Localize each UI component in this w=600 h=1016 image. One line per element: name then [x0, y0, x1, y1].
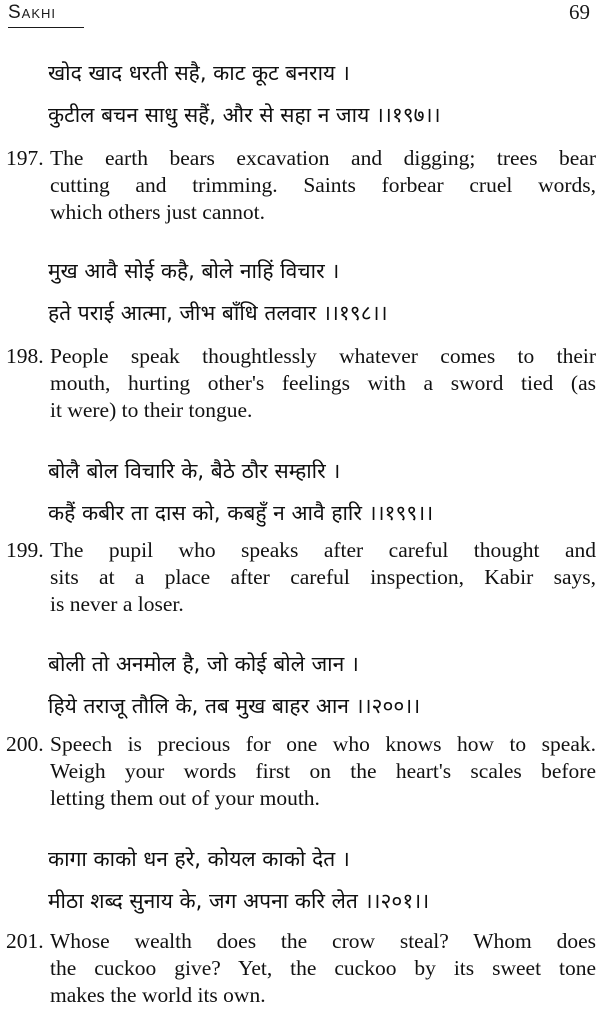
verse-197	[48, 52, 593, 136]
translation-199	[6, 537, 596, 618]
translation-200	[6, 731, 596, 812]
translation-line: Speech is precious for one who knows how to speak.	[50, 732, 596, 756]
translation-text	[50, 731, 596, 812]
translation-line: The earth bears excavation and digging; trees bear	[50, 146, 596, 170]
verse-line: बोली तो अनमोल है, जो कोई बोले जान ।	[48, 652, 359, 676]
verse-201	[48, 838, 593, 922]
translation-line: sits at a place after careful inspection, Kabir says,	[50, 565, 596, 589]
verse-200	[48, 643, 593, 727]
translation-text	[50, 928, 596, 1009]
verse-line: कहैं कबीर ता दास को, कबहुँ न आवै हारि ।।१९९।।	[48, 501, 434, 525]
translation-text	[50, 537, 596, 618]
translation-198	[6, 343, 596, 424]
verse-199	[48, 450, 593, 534]
verse-number: 200.	[6, 732, 44, 756]
verse-line: हिये तराजू तौलि के, तब मुख बाहर आन ।।२००।।	[48, 694, 421, 718]
verse-line: खोद खाद धरती सहै, काट कूट बनराय ।	[48, 61, 350, 85]
verse-line: कागा काको धन हरे, कोयल काको देत ।	[48, 847, 350, 871]
verse-line: मुख आवै सोई कहै, बोले नाहिं विचार ।	[48, 259, 340, 283]
translation-line: Whose wealth does the crow steal? Whom does	[50, 929, 596, 953]
translation-text	[50, 343, 596, 424]
translation-line: the cuckoo give? Yet, the cuckoo by its sweet tone	[50, 956, 596, 980]
verse-number: 199.	[6, 538, 44, 562]
verse-line: बोलै बोल विचारि के, बैठे ठौर सम्हारि ।	[48, 459, 341, 483]
translation-line: Weigh your words first on the heart's scales before	[50, 759, 596, 783]
translation-line: cutting and trimming. Saints forbear cruel words,	[50, 173, 596, 197]
translation-line: mouth, hurting other's feelings with a sword tied (as	[50, 371, 596, 395]
translation-197	[6, 145, 596, 226]
verse-line: मीठा शब्द सुनाय के, जग अपना करि लेत ।।२०१।।	[48, 889, 430, 913]
verse-198	[48, 250, 593, 334]
translation-line: it were) to their tongue.	[50, 398, 253, 422]
verse-line: हते पराई आत्मा, जीभ बाँधि तलवार ।।१९८।।	[48, 301, 388, 325]
translation-line: makes the world its own.	[50, 983, 266, 1007]
verse-line: कुटील बचन साधु सहैं, और से सहा न जाय ।।१९७।।	[48, 103, 441, 127]
verse-number: 201.	[6, 929, 44, 953]
translation-line: The pupil who speaks after careful thought and	[50, 538, 596, 562]
translation-line: People speak thoughtlessly whatever comes to their	[50, 344, 596, 368]
translation-line: letting them out of your mouth.	[50, 786, 320, 810]
running-title: Sakhi	[8, 2, 57, 23]
page-number: 69	[569, 0, 590, 24]
verse-number: 198.	[6, 344, 44, 368]
translation-text	[50, 145, 596, 226]
translation-line: which others just cannot.	[50, 200, 265, 224]
translation-line: is never a loser.	[50, 592, 184, 616]
running-title-rule	[8, 27, 84, 28]
translation-201	[6, 928, 596, 1009]
verse-number: 197.	[6, 146, 44, 170]
